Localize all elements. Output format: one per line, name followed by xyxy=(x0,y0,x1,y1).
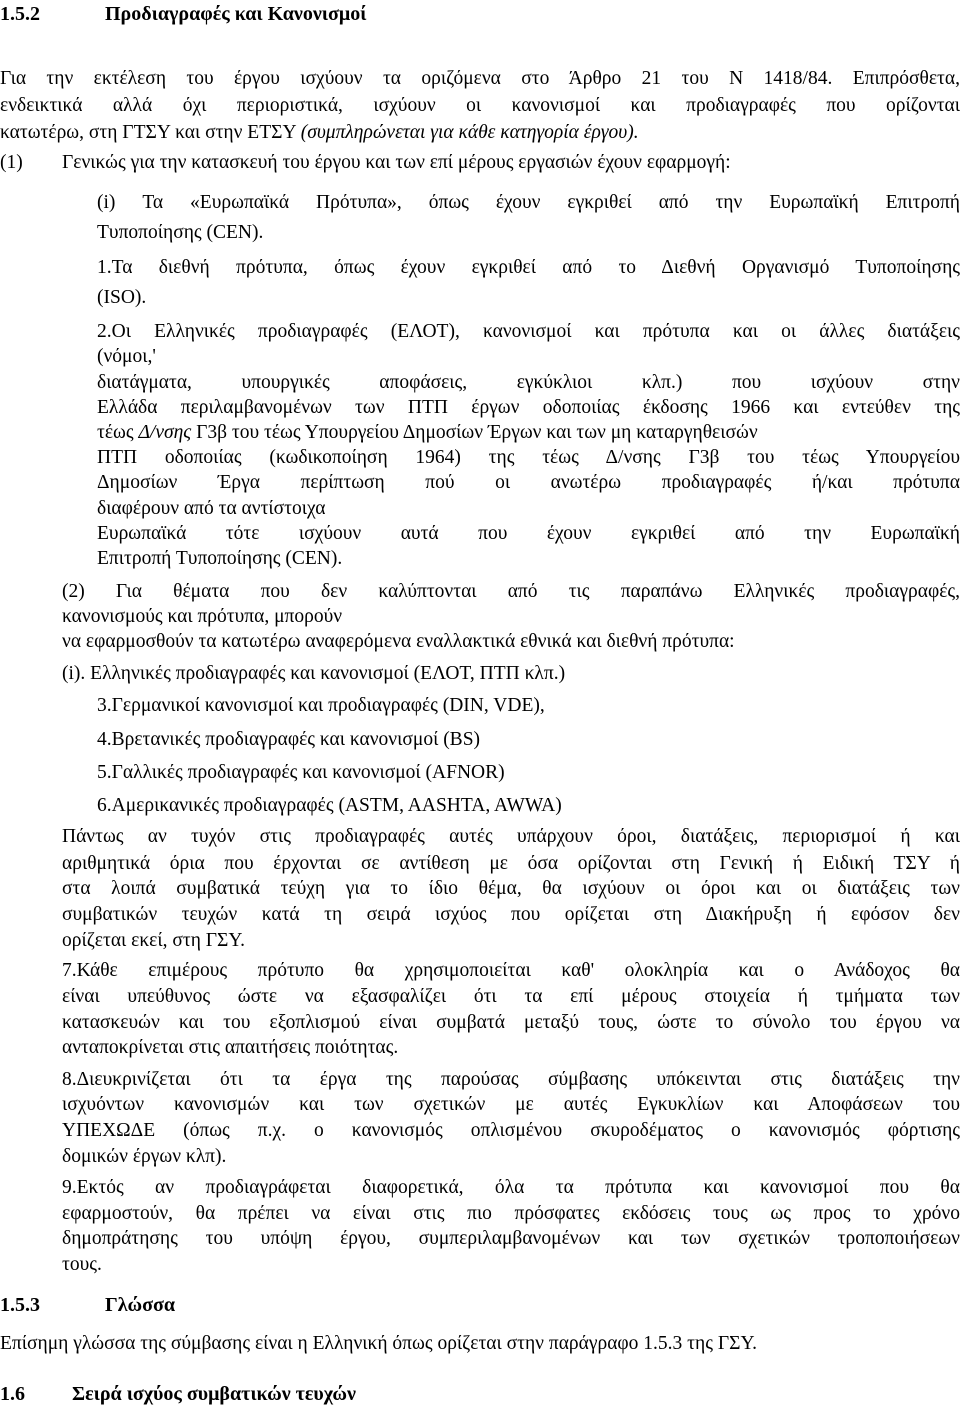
para-8-line-4: δομικών έργων κλπ). xyxy=(62,1146,227,1167)
item-2-line-5-rest: Γ3β του τέως Υπουργείου Δημοσίων Έργων και των μη καταργηθεισών xyxy=(191,422,758,443)
para-7-line-4: ανταποκρίνεται στις απαιτήσεις ποιότητας. xyxy=(62,1037,399,1058)
item-2-line-5 xyxy=(97,421,960,445)
item-2-line-1: 2.Οι Ελληνικές προδιαγραφές (ΕΛΟΤ), κανονισμοί και πρότυπα και οι άλλες διατάξεις xyxy=(97,321,960,342)
intro-line-2: ενδεικτικά αλλά όχι περιοριστικά, ισχύουν οι κανονισμοί και προδιαγραφές που ορίζονται xyxy=(0,95,960,116)
paragraph-1 xyxy=(0,151,731,175)
section-number: 1.6 xyxy=(0,1383,25,1405)
section-title: Γλώσσα xyxy=(105,1294,176,1316)
para-7-line-1: 7.Κάθε επιμέρους πρότυπο θα χρησιμοποιείται καθ' ολοκληρία και ο Ανάδοχος θα xyxy=(62,960,960,981)
para-9-line-2: εφαρμοστούν, θα πρέπει να είναι στις πιο πρόσφατες εκδόσεις τους ως προς το χρόνο xyxy=(62,1203,960,1224)
para-8-line-1: 8.Διευκρινίζεται ότι τα έργα της παρούσας σύμβασης υπόκεινται στις διατάξεις την xyxy=(62,1069,960,1090)
item-2-line-9: Ευρωπαϊκά τότε ισχύουν αυτά που έχουν εγκριθεί από την Ευρωπαϊκή xyxy=(97,523,960,544)
pantos-line-5: ορίζεται εκεί, στη ΓΣΥ. xyxy=(62,930,245,951)
section-heading-1-5-2 xyxy=(0,2,366,26)
item-2-line-3: διατάγματα, υπουργικές αποφάσεις, εγκύκλιοι κλπ.) που ισχύουν στην xyxy=(97,372,960,393)
item-2-line-5-prefix: τέως xyxy=(97,422,139,443)
para-9-line-3: δημοπράτησης του υπόψη έργου, συμπεριλαμβανομένων και των σχετικών τροποποιήσεων xyxy=(62,1228,960,1249)
intro-line-3-text: κατωτέρω, στη ΓΤΣΥ και στην ΕΤΣΥ xyxy=(0,122,301,143)
paragraph-1-number: (1) xyxy=(0,152,23,173)
section-number: 1.5.2 xyxy=(0,3,40,25)
para-8-line-2: ισχυόντων κανονισμών και των σχετικών με αυτές Εγκυκλίων και Αποφάσεων του xyxy=(62,1094,960,1115)
section-heading-1-6 xyxy=(0,1382,356,1406)
para-7-line-3: κατασκευών και του εξοπλισμού είναι συμβατά μεταξύ τους, ώστε το σύνολο του έργου να xyxy=(62,1012,960,1033)
pantos-line-1: Πάντως αν τυχόν στις προδιαγραφές αυτές υπάρχουν όροι, διατάξεις, περιορισμοί ή και xyxy=(62,826,960,847)
item-2-line-4: Ελλάδα περιλαμβανομένων των ΠΤΠ έργων οδοποιίας έκδοσης 1966 και εντεύθεν της xyxy=(97,397,960,418)
intro-line-3-note: (συμπληρώνεται για κάθε κατηγορία έργου). xyxy=(300,122,639,143)
item-2-line-5-italic: Δ/νσης xyxy=(138,422,192,443)
section-title: Σειρά ισχύος συμβατικών τευχών xyxy=(72,1383,356,1405)
item-2-line-2: (νόμοι,' xyxy=(97,346,156,367)
section-number: 1.5.3 xyxy=(0,1294,40,1316)
item-1-line-2: (ISO). xyxy=(97,287,147,308)
paragraph-2-line-3: να εφαρμοσθούν τα κατωτέρω αναφερόμενα εναλλακτικά εθνικά και διεθνή πρότυπα: xyxy=(62,631,735,652)
language-paragraph: Επίσημη γλώσσα της σύμβασης είναι η Ελληνική όπως ορίζεται στην παράγραφο 1.5.3 της ΓΣΥ. xyxy=(0,1333,757,1354)
paragraph-1-text: Γενικώς για την κατασκευή του έργου και των επί μέρους εργασιών έχουν εφαρμογή: xyxy=(62,152,731,173)
list-item-4: 4.Βρετανικές προδιαγραφές και κανονισμοί (BS) xyxy=(97,729,481,750)
intro-line-1: Για την εκτέλεση του έργου ισχύουν τα οριζόμενα στο Άρθρο 21 του Ν 1418/84. Επιπρόσθετα, xyxy=(0,68,960,89)
list-item-6: 6.Αμερικανικές προδιαγραφές (ASTM, AASHTA, AWWA) xyxy=(97,795,562,816)
item-2-line-6: ΠΤΠ οδοποιίας (κωδικοποίηση 1964) της τέως Δ/νσης Γ3β του τέως Υπουργείου xyxy=(97,447,960,468)
paragraph-2-line-1: (2) Για θέματα που δεν καλύπτονται από τις παραπάνω Ελληνικές προδιαγραφές, xyxy=(62,581,960,602)
para-9-line-1: 9.Εκτός αν προδιαγράφεται διαφορετικά, όλα τα πρότυπα και κανονισμοί που θα xyxy=(62,1177,960,1198)
item-1-line-1: 1.Τα διεθνή πρότυπα, όπως έχουν εγκριθεί από το Διεθνή Οργανισμό Τυποποίησης xyxy=(97,257,960,278)
paragraph-2-line-2: κανονισμούς και πρότυπα, μπορούν xyxy=(62,606,343,627)
item-2-line-7: Δημοσίων Έργα περίπτωση πού οι ανωτέρω προδιαγραφές ή/και πρότυπα xyxy=(97,472,960,493)
item-2-line-8: διαφέρουν από τα αντίστοιχα xyxy=(97,498,326,519)
item-i-line-2: Τυποποίησης (CEN). xyxy=(97,222,264,243)
item-2-line-10: Επιτροπή Τυποποίησης (CEN). xyxy=(97,548,343,569)
para-8-line-3: ΥΠΕΧΩΔΕ (όπως π.χ. ο κανονισμός οπλισμένου σκυροδέματος ο κανονισμός φόρτισης xyxy=(62,1120,960,1141)
list-item-3: 3.Γερμανικοί κανονισμοί και προδιαγραφές (DIN, VDE), xyxy=(97,695,545,716)
intro-line-3 xyxy=(0,121,639,145)
item-2-line-5-a xyxy=(97,421,758,445)
pantos-line-3: στα λοιπά συμβατικά τεύχη για το ίδιο θέμα, θα ισχύουν οι όροι και οι διατάξεις των xyxy=(62,878,960,899)
list-item-i: (i). Ελληνικές προδιαγραφές και κανονισμοί (ΕΛΟΤ, ΠΤΠ κλπ.) xyxy=(62,663,566,684)
pantos-line-2: αριθμητικά όρια που έρχονται σε αντίθεση με όσα ορίζονται στη Γενική ή Ειδική ΤΣΥ ή xyxy=(62,853,960,874)
item-i-line-1: (i) Τα «Ευρωπαϊκά Πρότυπα», όπως έχουν εγκριθεί από την Ευρωπαϊκή Επιτροπή xyxy=(97,192,960,213)
list-item-5: 5.Γαλλικές προδιαγραφές και κανονισμοί (AFNOR) xyxy=(97,762,505,783)
para-7-line-2: είναι υπεύθυνος ώστε να εξασφαλίζει ότι τα επί μέρους στοιχεία ή τμήματα των xyxy=(62,986,960,1007)
section-heading-1-5-3 xyxy=(0,1293,175,1317)
para-9-line-4: τους. xyxy=(62,1254,102,1275)
pantos-line-4: συμβατικών τευχών κατά τη σειρά ισχύος που ορίζεται στη Διακήρυξη ή εφόσον δεν xyxy=(62,904,960,925)
section-title: Προδιαγραφές και Κανονισμοί xyxy=(105,3,367,25)
